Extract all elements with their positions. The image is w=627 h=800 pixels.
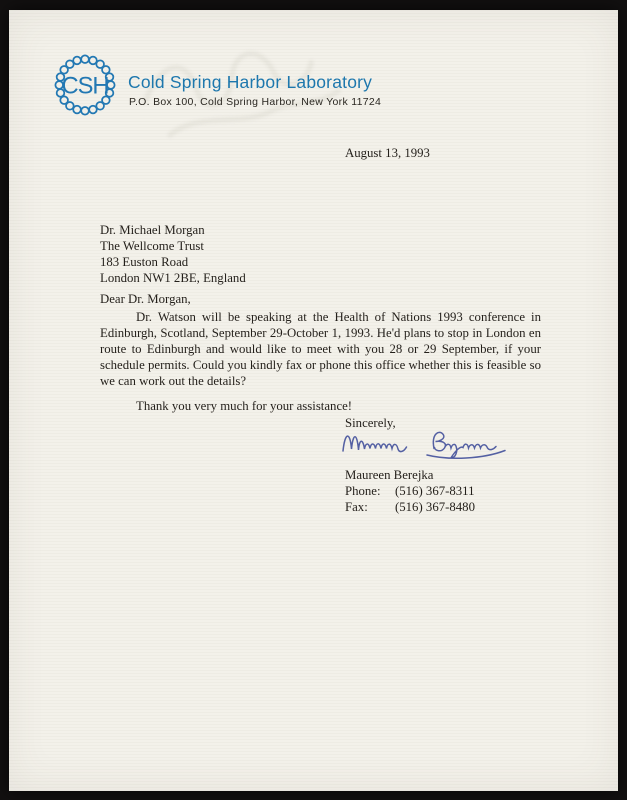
handwritten-signature — [337, 424, 543, 468]
recipient-line: London NW1 2BE, England — [100, 271, 246, 285]
signer-phone — [345, 483, 475, 499]
recipient-line: Dr. Michael Morgan — [100, 223, 205, 237]
fax-label: Fax: — [345, 500, 368, 514]
body-paragraph: Thank you very much for your assistance! — [136, 399, 353, 413]
recipient-line: The Wellcome Trust — [100, 239, 204, 253]
salutation: Dear Dr. Morgan, — [100, 292, 191, 306]
signer-fax — [345, 499, 475, 515]
csh-logo-text: CSH — [61, 73, 109, 100]
signer-block — [345, 467, 475, 515]
csh-logo — [52, 52, 118, 118]
fax-number: (516) 367-8480 — [395, 500, 475, 514]
phone-number: (516) 367-8311 — [395, 484, 475, 498]
letter-date: August 13, 1993 — [345, 146, 430, 160]
phone-label: Phone: — [345, 484, 381, 498]
organization-address: P.O. Box 100, Cold Spring Harbor, New York 11724 — [129, 96, 382, 108]
body-paragraph: Dr. Watson will be speaking at the Health of Nations 1993 conference in Edinburgh, Scotland, September 29-October 1, 1993. He'd plans to stop in London en route to Edinburgh and would like to meet with you 28 or 29 September, if your schedule permits. Could you kindly fax or phone this office whether this is feasible so we can work out the details? — [100, 310, 541, 388]
organization-name: Cold Spring Harbor Laboratory — [128, 72, 373, 92]
recipient-address-block — [100, 222, 246, 286]
scanned-letter-page — [9, 10, 618, 791]
recipient-line: 183 Euston Road — [100, 255, 189, 269]
closing: Sincerely, — [345, 416, 396, 430]
signer-name: Maureen Berejka — [345, 468, 434, 482]
